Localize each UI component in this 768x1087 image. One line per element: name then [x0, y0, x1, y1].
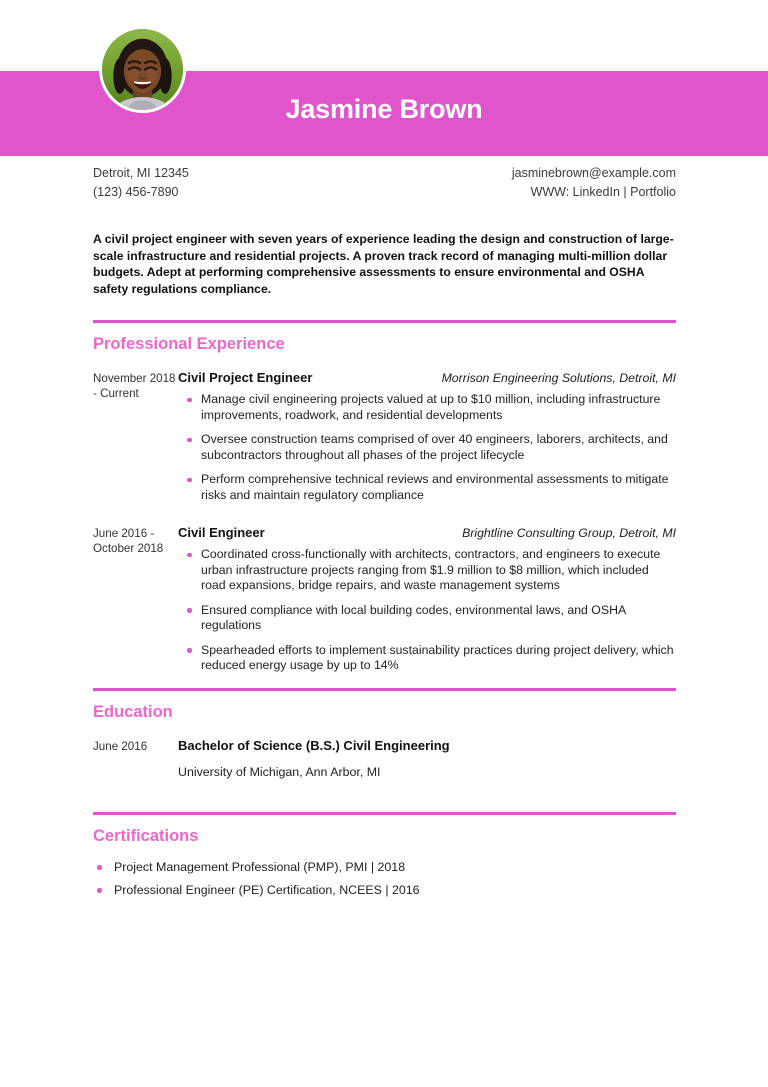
list-item: Project Management Professional (PMP), PMI | 2018: [93, 860, 676, 875]
section-title-experience: Professional Experience: [93, 334, 285, 353]
entry-dates: November 2018 - Current: [93, 372, 176, 400]
entry-degree: Bachelor of Science (B.S.) Civil Engineering: [178, 738, 450, 753]
experience-entry: [93, 525, 676, 674]
contact-links[interactable]: WWW: LinkedIn | Portfolio: [530, 185, 676, 199]
entry-body: [178, 738, 676, 780]
entry-bullet-list: [178, 547, 676, 674]
entry-header: [178, 525, 676, 541]
list-item: Coordinated cross-functionally with architects, contractors, and engineers to execute urban infrastructure projects ranging from $1.9 million to $8 million, which included road expansions, bridge repairs, and waste management systems: [178, 547, 676, 594]
list-item: Spearheaded efforts to implement sustainability practices during project delivery, which reduced energy usage by up to 14%: [178, 643, 676, 674]
certifications-list: [93, 860, 676, 898]
list-item: Oversee construction teams comprised of over 40 engineers, laborers, architects, and subcontractors throughout all phases of the project lifecycle: [178, 432, 676, 463]
contact-phone: (123) 456-7890: [93, 185, 179, 199]
professional-summary: A civil project engineer with seven years of experience leading the design and construction of large-scale infrastructure and residential projects. A proven track record of managing multi-million dollar budgets. Adept at performing comprehensive assessments to ensure environmental and OSHA safety regulations compliance.: [93, 232, 674, 296]
entry-school: University of Michigan, Ann Arbor, MI: [178, 765, 381, 779]
entry-job-title: Civil Engineer: [178, 525, 265, 540]
list-item: Manage civil engineering projects valued at up to $10 million, including infrastructure improvements, roadwork, and residential developments: [178, 392, 676, 423]
experience-entry: [93, 370, 676, 503]
contact-email[interactable]: jasminebrown@example.com: [511, 166, 676, 180]
contact-block: [93, 164, 676, 202]
contact-left: [93, 164, 189, 202]
list-item: Ensured compliance with local building codes, environmental laws, and OSHA regulations: [178, 603, 676, 634]
contact-right: [512, 164, 676, 202]
section-certifications: [93, 812, 676, 906]
list-item: Perform comprehensive technical reviews and environmental assessments to mitigate risks and maintain regulatory compliance: [178, 472, 676, 503]
entry-body: [178, 370, 676, 503]
contact-address: Detroit, MI 12345: [93, 166, 189, 180]
entry-job-title: Civil Project Engineer: [178, 370, 313, 385]
education-entry: [93, 738, 676, 780]
section-title-education: Education: [93, 702, 173, 721]
section-experience: [93, 320, 676, 674]
entry-header: [178, 370, 676, 386]
portrait-photo-icon: [102, 29, 183, 110]
section-education: [93, 688, 676, 780]
entry-dates: June 2016: [93, 740, 148, 753]
entry-dates: June 2016 - October 2018: [93, 527, 164, 555]
page-title: Jasmine Brown: [285, 94, 483, 124]
entry-company: Morrison Engineering Solutions, Detroit, MI: [441, 371, 676, 385]
entry-company: Brightline Consulting Group, Detroit, MI: [462, 526, 676, 540]
entry-body: [178, 525, 676, 674]
section-title-certifications: Certifications: [93, 826, 199, 845]
avatar: [99, 26, 186, 113]
entry-bullet-list: [178, 392, 676, 503]
list-item: Professional Engineer (PE) Certification, NCEES | 2016: [93, 883, 676, 898]
